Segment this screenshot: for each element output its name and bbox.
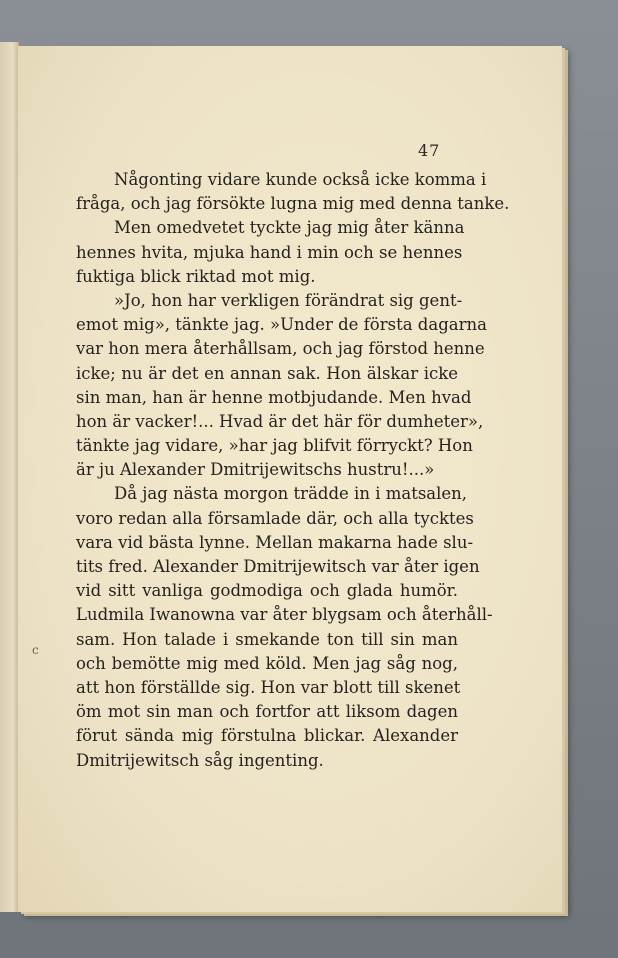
text-line: vid sitt vanliga godmodiga och glada humör. <box>76 581 458 601</box>
text-line: och bemötte mig med köld. Men jag såg nog, <box>76 653 458 673</box>
page-number: 47 <box>418 141 441 160</box>
text-line: Ludmila Iwanowna var åter blygsam och återhåll- <box>76 605 493 625</box>
margin-pencil-mark: c <box>32 643 39 657</box>
text-line: fråga, och jag försökte lugna mig med denna tanke. <box>76 194 510 214</box>
text-line: tänkte jag vidare, »har jag blifvit förryckt? Hon <box>76 436 473 456</box>
book-page <box>18 46 562 912</box>
text-line: sam. Hon talade i smekande ton till sin man <box>76 629 458 649</box>
text-line: är ju Alexander Dmitrijewitschs hustru!...» <box>76 460 435 480</box>
text-line: sin man, han är henne motbjudande. Men hvad <box>76 387 472 407</box>
text-line: öm mot sin man och fortfor att liksom dagen <box>76 702 458 722</box>
text-line: emot mig», tänkte jag. »Under de första dagarna <box>76 315 487 335</box>
text-line: vara vid bästa lynne. Mellan makarna hade slu- <box>76 532 474 552</box>
text-line: att hon förställde sig. Hon var blott till skenet <box>76 677 461 697</box>
text-line: »Jo, hon har verkligen förändrat sig gent- <box>114 290 463 310</box>
text-line: hon är vacker!... Hvad är det här för dumheter», <box>76 411 484 431</box>
text-line: var hon mera återhållsam, och jag förstod henne <box>76 339 485 359</box>
text-line: voro redan alla församlade där, och alla tycktes <box>76 508 474 528</box>
text-line: hennes hvita, mjuka hand i min och se hennes <box>76 242 463 262</box>
text-line: Dmitrijewitsch såg ingenting. <box>76 750 324 770</box>
text-line: Men omedvetet tyckte jag mig åter känna <box>114 218 465 238</box>
text-line: fuktiga blick riktad mot mig. <box>76 266 316 286</box>
text-line: tits fred. Alexander Dmitrijewitsch var åter igen <box>76 557 480 576</box>
text-line: icke; nu är det en annan sak. Hon älskar icke <box>76 363 458 383</box>
text-line: förut sända mig förstulna blickar. Alexander <box>76 726 458 746</box>
previous-page-edge <box>0 42 19 912</box>
text-line: Någonting vidare kunde också icke komma i <box>114 170 487 189</box>
text-line: Då jag nästa morgon trädde in i matsalen, <box>114 484 468 504</box>
body-text <box>76 168 510 773</box>
